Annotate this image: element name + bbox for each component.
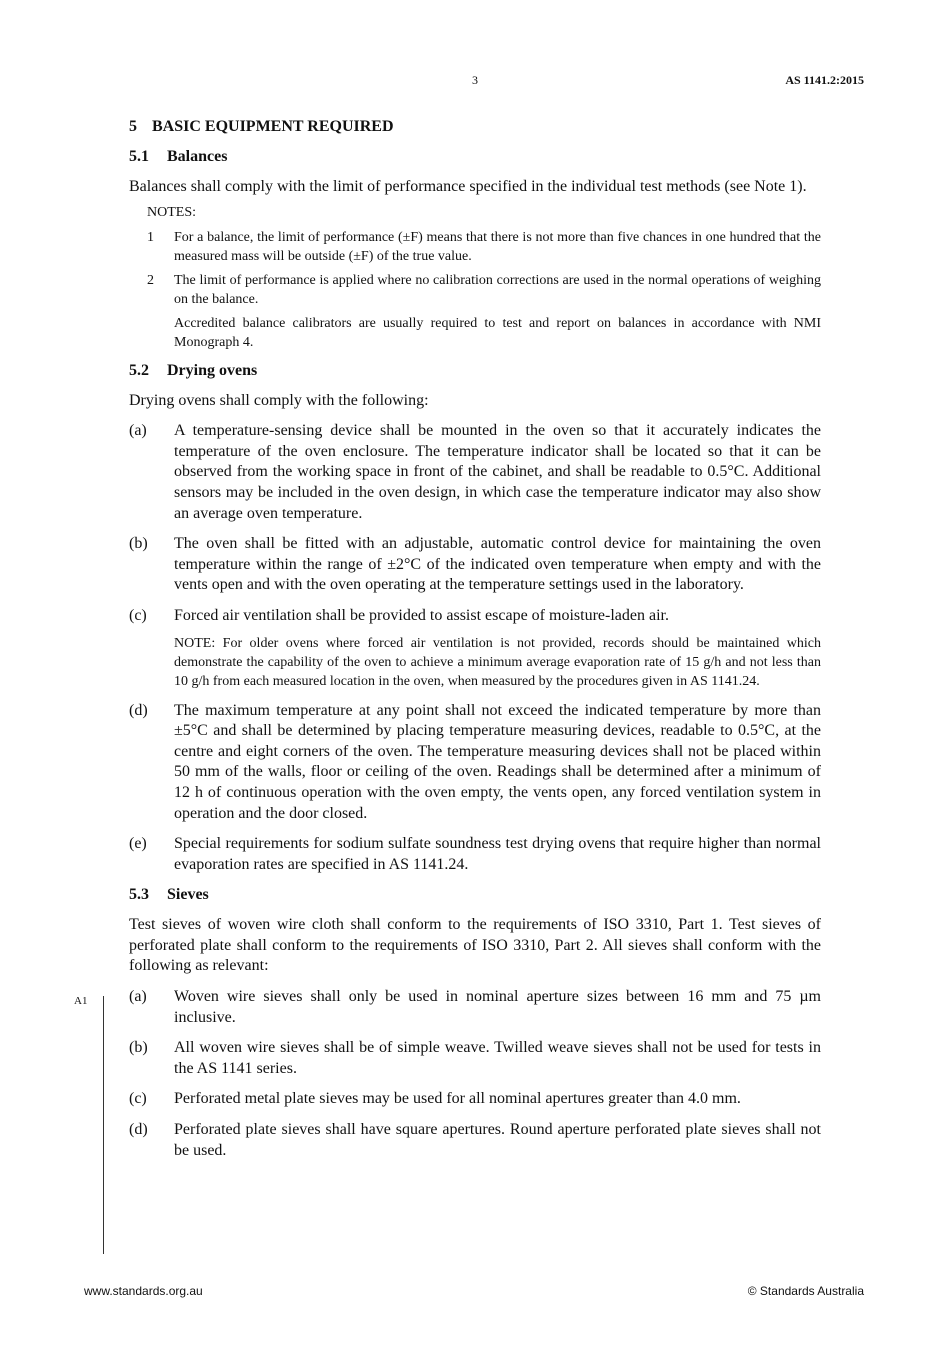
notes-heading: NOTES: xyxy=(147,204,196,220)
note-number: 2 xyxy=(147,272,154,288)
list-item xyxy=(129,987,821,1028)
item-text: Woven wire sieves shall only be used in nominal aperture sizes between 16 mm and 75 µm inclusive. xyxy=(174,988,821,1026)
sieves-paragraph: Test sieves of woven wire cloth shall conform to the requirements of ISO 3310, Part 1. Test sieves of perforated plate shall conform to the requirements of ISO 3310, Part 2. All sieves shall conform with the following as relevant: xyxy=(129,916,821,975)
list-item xyxy=(129,1038,821,1079)
item-text: Perforated metal plate sieves may be used for all nominal apertures greater than 4.0 mm. xyxy=(174,1090,741,1108)
section-title: Drying ovens xyxy=(167,361,258,379)
balances-paragraph: Balances shall comply with the limit of performance specified in the individual test methods (see Note 1). xyxy=(129,178,807,195)
list-item xyxy=(129,421,821,524)
note-number: 1 xyxy=(147,229,154,245)
section-title: Sieves xyxy=(167,886,209,904)
amendment-bar xyxy=(103,996,104,1254)
item-label: (c) xyxy=(129,606,147,624)
note-text: The limit of performance is applied where no calibration corrections are used in the normal operations of weighing on the balance. xyxy=(174,272,821,307)
item-text: Special requirements for sodium sulfate soundness test drying ovens that require higher than normal evaporation rates are specified in AS 1141.24. xyxy=(174,835,821,873)
item-text: Forced air ventilation shall be provided to assist escape of moisture-laden air. xyxy=(174,606,669,624)
section-number: 5.3 xyxy=(129,886,149,904)
item-text: A temperature-sensing device shall be mounted in the oven so that it accurately indicates the temperature of the oven enclosure. The temperature indicator shall be located so that it can be observed from the working space in front of the cabinet, and shall be readable to 0.5°C. Additional sensors may be included in the oven design, in which case the temperature indicator may also show an average oven temperature. xyxy=(174,422,821,522)
item-text: The oven shall be fitted with an adjustable, automatic control device for maintaining the oven temperature within the range of ±2°C of the indicated oven temperature when empty and with the vents open and with the oven operating at the temperature settings used in the laboratory. xyxy=(174,535,821,594)
section-5-2-heading xyxy=(129,361,821,381)
list-item xyxy=(129,701,821,825)
item-text: The maximum temperature at any point shall not exceed the indicated temperature by more than ±5°C and shall be determined by placing temperature measuring devices, readable to 0.5°C, at the centre and eight corners of the oven. The temperature measuring devices shall not be placed within 50 mm of the walls, floor or ceiling of the oven. Readings shall be determined after a minimum of 12 h of continuous operation with the oven empty, the vents open, any forced ventilation system in operation and the door closed. xyxy=(174,701,821,822)
section-number: 5 xyxy=(129,118,137,135)
drying-ovens-intro: Drying ovens shall comply with the following: xyxy=(129,391,429,409)
item-label: (c) xyxy=(129,1090,147,1108)
item-label: (a) xyxy=(129,422,147,440)
note-2-continuation: Accredited balance calibrators are usually required to test and report on balances in accordance with NMI Monograph 4. xyxy=(174,315,821,350)
item-text: All woven wire sieves shall be of simple weave. Twilled weave sieves shall not be used for tests in the AS 1141 series. xyxy=(174,1039,821,1077)
list-item xyxy=(129,1120,821,1161)
footer-copyright: © Standards Australia xyxy=(747,1284,864,1298)
item-label: (d) xyxy=(129,1121,148,1139)
item-label: (a) xyxy=(129,988,147,1006)
list-item xyxy=(129,606,821,627)
note-text: For a balance, the limit of performance (±F) means that there is not more than five chances in one hundred that the measured mass will be outside (±F) of the true value. xyxy=(174,229,821,264)
page-number: 3 xyxy=(472,73,478,87)
item-label: (d) xyxy=(129,701,148,719)
footer-website: www.standards.org.au xyxy=(84,1284,203,1298)
section-title: Balances xyxy=(167,148,228,165)
note-1 xyxy=(129,228,821,266)
list-item xyxy=(129,1089,821,1110)
item-label: (b) xyxy=(129,1039,148,1057)
item-label: (b) xyxy=(129,535,148,553)
list-item xyxy=(129,834,821,875)
section-number: 5.1 xyxy=(129,148,149,165)
item-label: (e) xyxy=(129,835,147,853)
item-note: NOTE: For older ovens where forced air ventilation is not provided, records should be maintained which demonstrate the capability of the oven to achieve a minimum average evaporation rate of 15 g/h and not less than 10 g/h from each measured location in the oven, when measured by the procedures given in AS 1141.24. xyxy=(174,635,821,689)
section-5-1-heading xyxy=(129,147,821,167)
document-body xyxy=(129,117,821,1171)
note-2 xyxy=(129,271,821,309)
item-text: Perforated plate sieves shall have square apertures. Round aperture perforated plate sieves shall not be used. xyxy=(174,1121,821,1159)
standard-code: AS 1141.2:2015 xyxy=(785,73,864,87)
section-number: 5.2 xyxy=(129,361,149,379)
section-5-heading xyxy=(129,117,821,137)
list-item xyxy=(129,534,821,596)
section-5-3-heading xyxy=(129,885,821,905)
section-title: BASIC EQUIPMENT REQUIRED xyxy=(152,118,394,135)
amendment-label: A1 xyxy=(74,995,88,1007)
